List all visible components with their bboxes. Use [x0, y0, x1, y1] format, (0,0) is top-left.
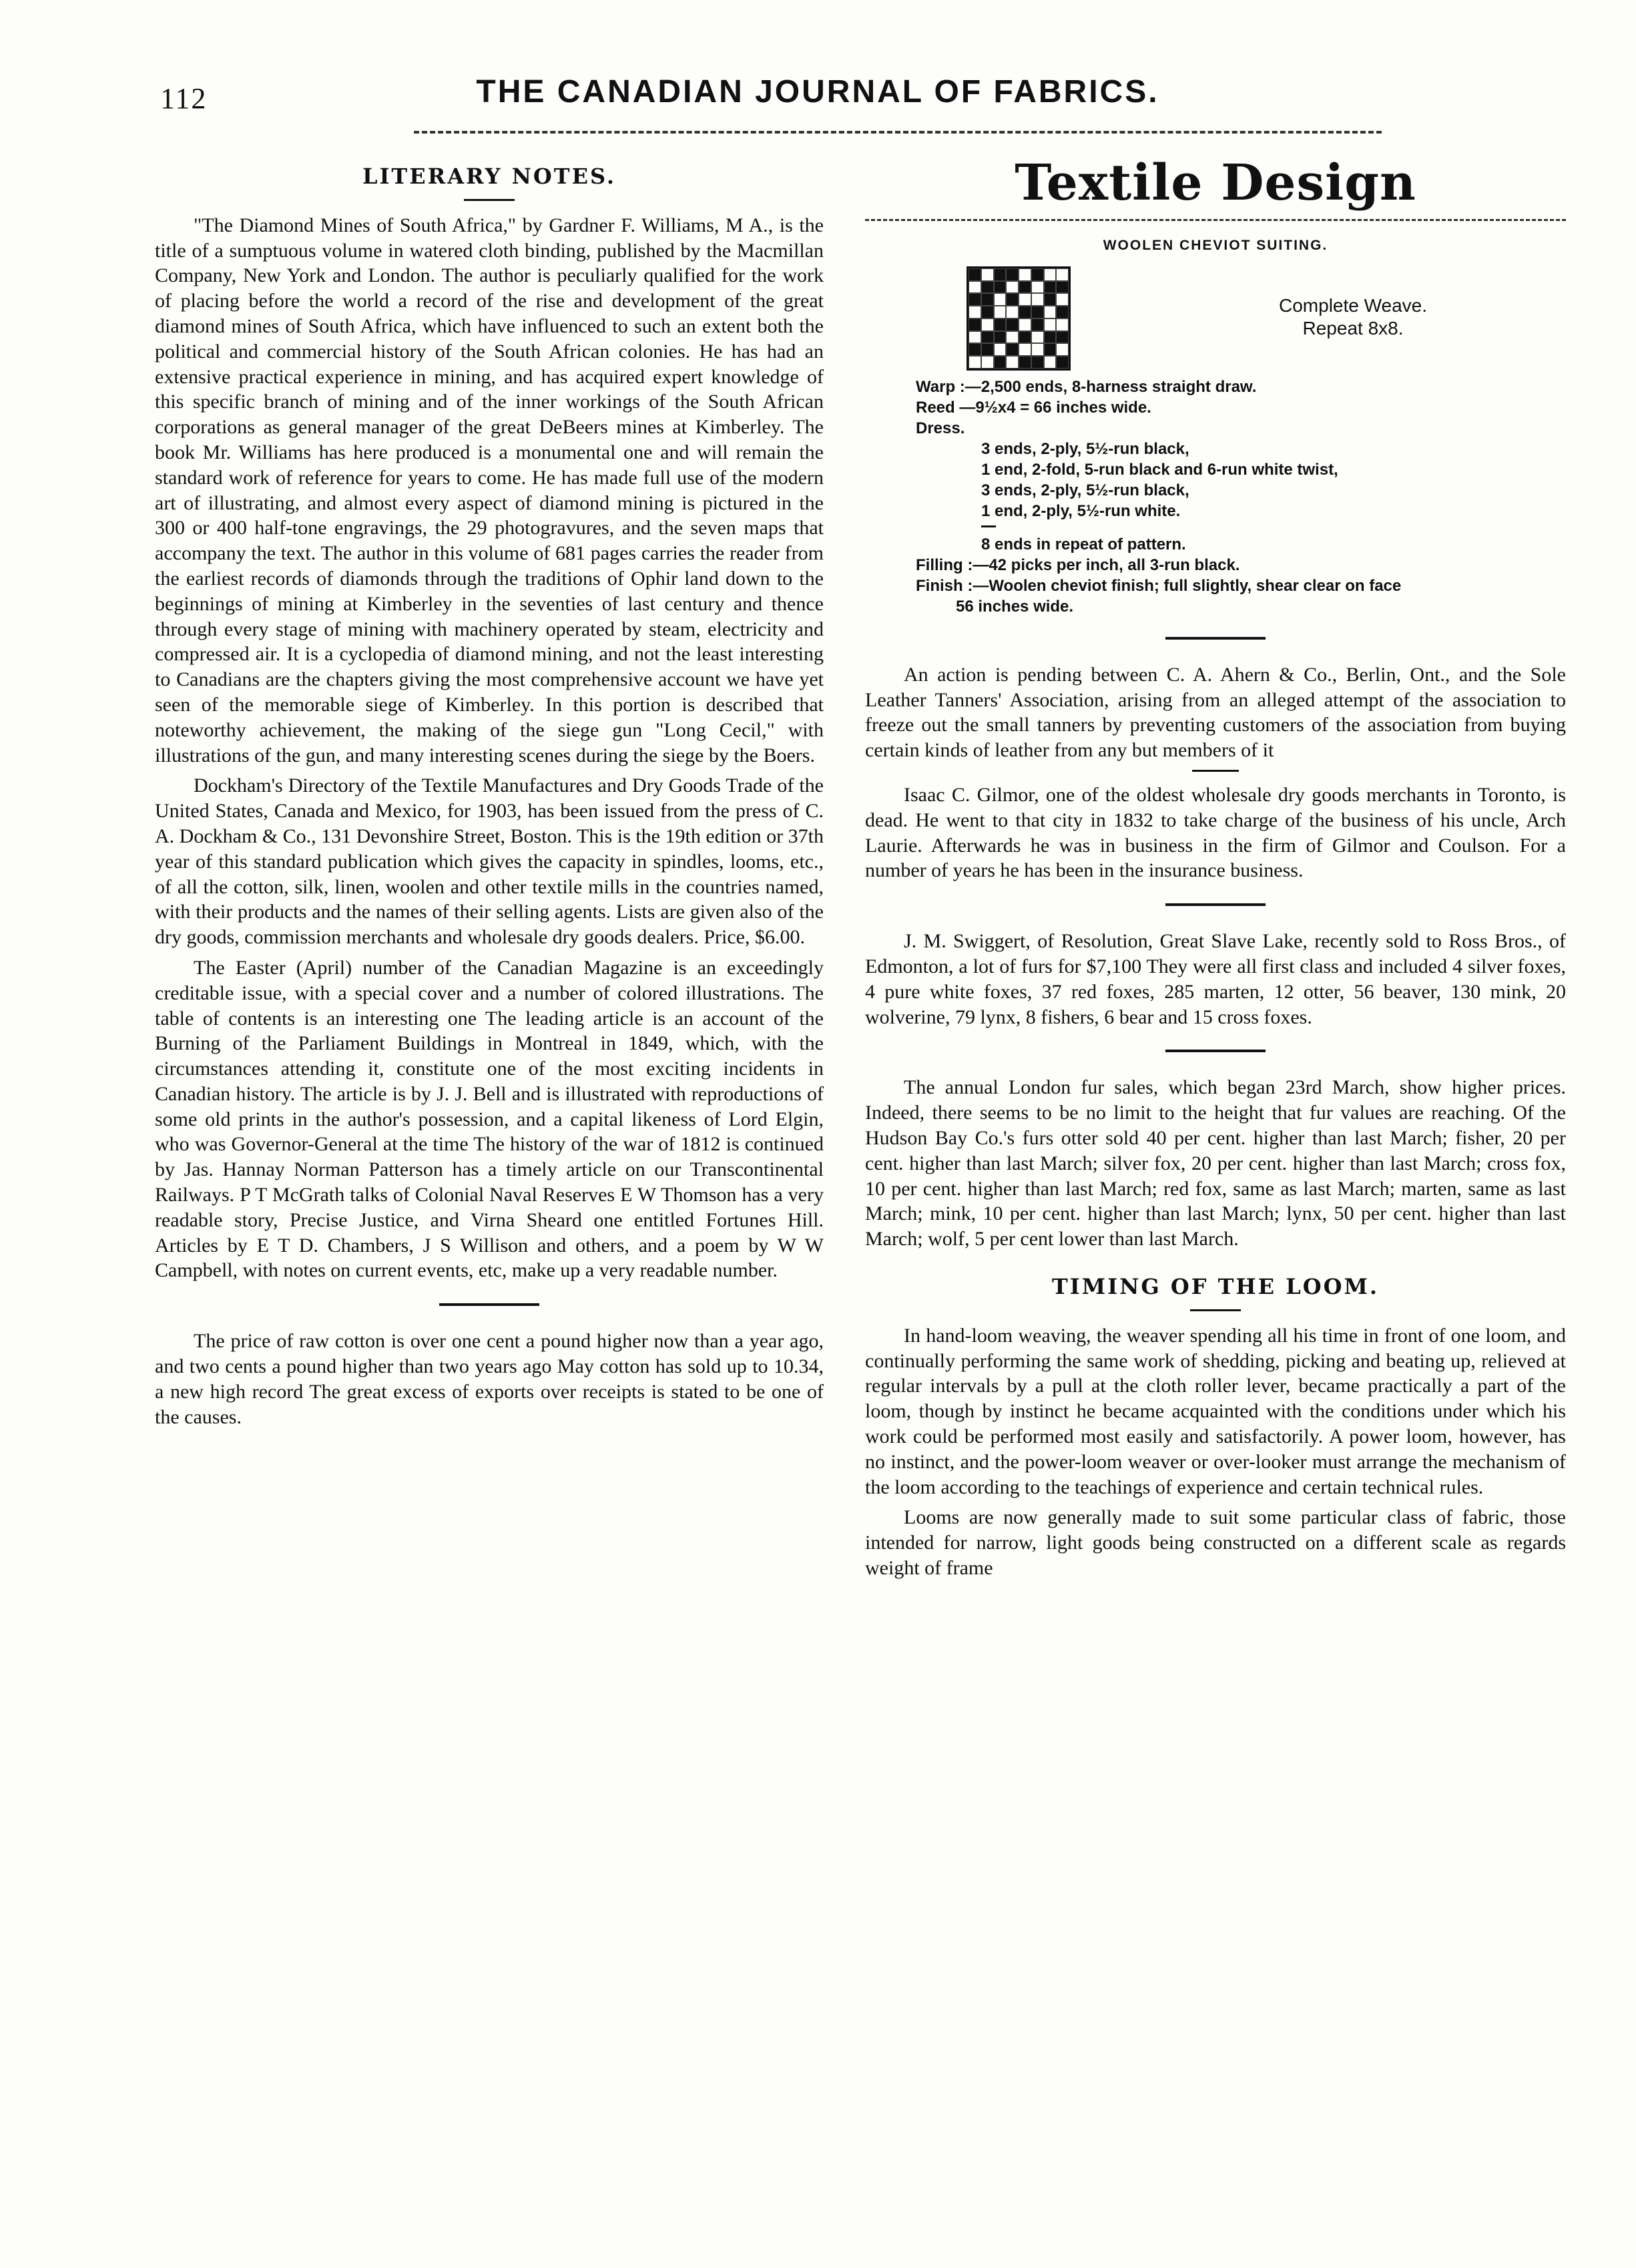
- weave-cell: [1019, 306, 1031, 318]
- weave-cell: [1031, 281, 1044, 294]
- weave-cell: [1056, 306, 1069, 318]
- weave-cell: [1006, 293, 1019, 306]
- spec-dress-item: 1 end, 2-fold, 5-run black and 6-run white twist,: [981, 460, 1338, 479]
- weave-cell: [1044, 281, 1057, 294]
- weave-cell: [1044, 343, 1057, 356]
- weave-cell: [994, 281, 1007, 294]
- weave-cell: [969, 356, 981, 369]
- weave-cell: [1006, 318, 1019, 331]
- article-gilmor: Isaac C. Gilmor, one of the oldest wholesale dry goods merchants in Toronto, is dead. He went to that city in 1832 to take charge of the business of his uncle, Arch Laurie. Afterwards he was in business in the firm of Gilmor and Coulson. For a number of years he has been in the insurance business.: [865, 783, 1566, 882]
- spec-reed: Reed —9½x4 = 66 inches wide.: [916, 398, 1151, 417]
- weave-cell: [969, 318, 981, 331]
- weave-cell: [1031, 268, 1044, 281]
- weave-cell: [1006, 343, 1019, 356]
- weave-cell: [1019, 356, 1031, 369]
- weave-cell: [1056, 343, 1069, 356]
- textile-design-title: Textile Design: [1015, 159, 1416, 212]
- weave-cell: [969, 331, 981, 344]
- spec-finish: Finish :—Woolen cheviot finish; full slightly, shear clear on face: [916, 576, 1402, 595]
- weave-cell: [1056, 293, 1069, 306]
- article-dockham-directory: Dockham's Directory of the Textile Manufactures and Dry Goods Trade of the United States, Canada and Mexico, for 1903, has been issued from the press of C. A. Dockham & Co., 131 Devonshire Street, Boston. This is the 19th edition or 37th year of this standard publication which gives the capacity in spindles, looms, etc., of all the cotton, silk, linen, woolen and other textile mills in the countries named, with their products and the names of their selling agents. Lists are given also of the dry goods, commission merchants and wholesale dry goods dealers. Price, $6.00.: [155, 774, 824, 949]
- weave-cell: [1019, 281, 1031, 294]
- section-divider: [1165, 637, 1266, 640]
- weave-cell: [969, 293, 981, 306]
- weave-cell: [969, 343, 981, 356]
- weave-cell: [1056, 268, 1069, 281]
- weave-cell: [1019, 343, 1031, 356]
- weave-cell: [1019, 331, 1031, 344]
- timing-loom-heading: TIMING OF THE LOOM.: [1051, 1273, 1379, 1299]
- weave-cell: [994, 356, 1007, 369]
- spec-dress-label: Dress.: [916, 419, 965, 437]
- weave-cell: [981, 343, 994, 356]
- weave-cell: [1019, 318, 1031, 331]
- section-divider: [1165, 1050, 1266, 1052]
- weave-cell: [1006, 281, 1019, 294]
- article-swiggert-furs: J. M. Swiggert, of Resolution, Great Slave Lake, recently sold to Ross Bros., of Edmonton, a lot of furs for $7,100 They were all first class and included 4 silver foxes, 4 pure white foxes, 37 red foxes, 285 marten, 12 otter, 56 beaver, 130 mink, 20 wolverine, 79 lynx, 8 fishers, 6 bear and 15 cross foxes.: [865, 930, 1566, 1028]
- weave-cell: [981, 318, 994, 331]
- literary-notes-heading: LITERARY NOTES.: [362, 164, 617, 189]
- spec-dress-total: 8 ends in repeat of pattern.: [981, 535, 1186, 553]
- weave-cell: [1056, 281, 1069, 294]
- weave-caption: [1279, 294, 1427, 340]
- weave-cell: [1006, 306, 1019, 318]
- weave-caption-line1: Complete Weave.: [1279, 294, 1428, 316]
- weave-cell: [1044, 331, 1057, 344]
- weave-cell: [1031, 318, 1044, 331]
- spec-dress-item: 1 end, 2-ply, 5½-run white.: [981, 501, 1181, 520]
- weave-cell: [1044, 293, 1057, 306]
- weave-cell: [1031, 356, 1044, 369]
- weave-cell: [1031, 293, 1044, 306]
- weave-caption-line2: Repeat 8x8.: [1302, 317, 1404, 338]
- weave-cell: [1056, 318, 1069, 331]
- running-head: THE CANADIAN JOURNAL OF FABRICS.: [476, 74, 1159, 109]
- article-ahern-action: An action is pending between C. A. Ahern & Co., Berlin, Ont., and the Sole Leather Tanners' Association, arising from an alleged attempt of the association to freeze out the small tanners by preventing customers of the association from buying certain kinds of leather from any but members of it: [865, 663, 1566, 762]
- weave-cell: [1031, 306, 1044, 318]
- weave-cell: [981, 356, 994, 369]
- weave-cell: [1019, 293, 1031, 306]
- weave-cell: [969, 268, 981, 281]
- weave-cell: [994, 318, 1007, 331]
- article-london-fur-sales: The annual London fur sales, which began 23rd March, show higher prices. Indeed, there seems to be no limit to the height that fur values are reaching. Of the Hudson Bay Co.'s furs otter sold 40 per cent. higher than last March; fisher, 20 per cent. higher than last March; silver fox, 20 per cent. higher than last March; cross fox, 10 per cent. higher than last March; red fox, same as last March; marten, same as last March; mink, 10 per cent. higher than last March; lynx, 50 per cent. higher than last March; wolf, 5 per cent lower than last March.: [865, 1076, 1566, 1251]
- weave-cell: [1044, 356, 1057, 369]
- weave-block: [865, 266, 1566, 377]
- spec-warp: Warp :—2,500 ends, 8-harness straight draw.: [916, 377, 1257, 396]
- weave-cell: [981, 293, 994, 306]
- weave-cell: [994, 293, 1007, 306]
- weave-cell: [1056, 356, 1069, 369]
- spec-dress-item: 3 ends, 2-ply, 5½-run black,: [981, 481, 1189, 499]
- spec-dress-item: 3 ends, 2-ply, 5½-run black,: [981, 439, 1189, 458]
- weave-cell: [994, 331, 1007, 344]
- weave-cell: [1031, 343, 1044, 356]
- header-rule: [414, 131, 1382, 134]
- article-timing-loom: In hand-loom weaving, the weaver spending all his time in front of one loom, and continually performing the same work of shedding, picking and beating up, relieved at regular intervals by a pull at the cloth roller lever, became practically a part of the loom, though by instinct he became acquainted with the conditions under which his work could be performed most easily and satisfactorily. A power loom, however, has no instinct, and the power-loom weaver or over-looker must arrange the mechanism of the loom according to the teachings of experience and certain technical rules.: [865, 1324, 1566, 1498]
- spec-title: WOOLEN CHEVIOT SUITING.: [1103, 238, 1328, 253]
- weave-cell: [994, 306, 1007, 318]
- weave-cell: [1019, 268, 1031, 281]
- weave-cell: [981, 281, 994, 294]
- weave-cell: [1006, 331, 1019, 344]
- article-canadian-magazine: The Easter (April) number of the Canadian Magazine is an exceedingly creditable issue, with a special cover and a number of colored illustrations. The table of contents is an interesting one The leading article is an account of the Burning of the Parliament Buildings in Montreal in 1849, which, with the circumstances attending it, constitute one of the most exciting incidents in Canadian history. The article is by J. J. Bell and is illustrated with reproductions of some old prints in the author's possession, and a capital likeness of Lord Elgin, who was Governor-General at the time The history of the war of 1812 is continued by Jas. Hannay Norman Patterson has a timely article on our Transcontinental Railways. P T McGrath talks of Colonial Naval Reserves E W Thomson has a very readable story, Precise Justice, and Virna Sheard one entitled Fortunes Hill. Articles by E T D. Chambers, J S Willison and others, and a poem by W W Campbell, with notes on current events, etc, make up a very readable number.: [155, 956, 824, 1282]
- section-divider: [1192, 770, 1239, 772]
- heading-rule: [464, 199, 515, 201]
- weave-cell: [981, 306, 994, 318]
- title-rule: [865, 219, 1566, 221]
- spec-finish-cont: 56 inches wide.: [956, 597, 1074, 616]
- weave-cell: [1044, 318, 1057, 331]
- spec-filling: Filling :—42 picks per inch, all 3-run black.: [916, 555, 1240, 574]
- heading-rule: [1190, 1309, 1241, 1311]
- weave-cell: [1044, 306, 1057, 318]
- weave-cell: [1056, 331, 1069, 344]
- right-column: [865, 159, 1566, 2228]
- weave-cell: [1044, 268, 1057, 281]
- weave-cell: [969, 281, 981, 294]
- page-number: 112: [160, 82, 208, 115]
- weave-cell: [994, 343, 1007, 356]
- weave-cell: [981, 268, 994, 281]
- weave-cell: [1006, 356, 1019, 369]
- weave-cell: [969, 306, 981, 318]
- article-timing-loom-cont: Looms are now generally made to suit some particular class of fabric, those intended for narrow, light goods being constructed on a different scale as regards weight of frame: [865, 1506, 1566, 1579]
- weave-cell: [1031, 331, 1044, 344]
- article-diamond-mines: "The Diamond Mines of South Africa," by Gardner F. Williams, M A., is the title of a sumptuous volume in watered cloth binding, published by the Macmillan Company, New York and London. The author is peculiarly qualified for the work of placing before the world a record of the rise and development of the great diamond mines of South Africa, which have influenced to such an extent both the political and commercial history of the South African colonies. He has had an extensive practical experience in mining, and has acquired expert knowledge of this specific branch of mining and of the inner workings of the South African corporations as general manager of the great DeBeers mines at Kimberley. The book Mr. Williams has here produced is a monumental one and will remain the standard work of reference for years to come. He has made full use of the modern art of illustrating, and almost every aspect of diamond mining is pictured in the 300 or 400 half-tone engravings, the 29 photogravures, and the seven maps that accompany the text. The author in this volume of 681 pages carries the reader from the earliest records of diamonds through the traditions of Ophir land down to the beginnings of mining at Kimberley in the seventies of last century and thence through every stage of mining with machinery operated by steam, electricity and compressed air. It is a cyclopedia of diamond mining, and not the least interesting to Canadians are the chapters giving the most comprehensive account we have yet seen of the memorable siege of Kimberley. In this portion is described that noteworthy achievement, the making of the siege gun "Long Cecil," with illustrations of the gun, and many interesting scenes during the siege by the Boers.: [155, 214, 824, 766]
- section-divider: [1165, 903, 1266, 906]
- weave-cell: [994, 268, 1007, 281]
- spec-sum-rule: [981, 525, 996, 527]
- weave-diagram: [967, 266, 1071, 371]
- left-column: [155, 159, 824, 2228]
- weave-cell: [1006, 268, 1019, 281]
- section-divider: [439, 1303, 539, 1306]
- article-raw-cotton: The price of raw cotton is over one cent a pound higher now than a year ago, and two cents a pound higher than two years ago May cotton has sold up to 10.34, a new high record The great excess of exports over receipts is stated to be one of the causes.: [155, 1330, 824, 1428]
- spec-block: [865, 377, 1566, 617]
- weave-cell: [981, 331, 994, 344]
